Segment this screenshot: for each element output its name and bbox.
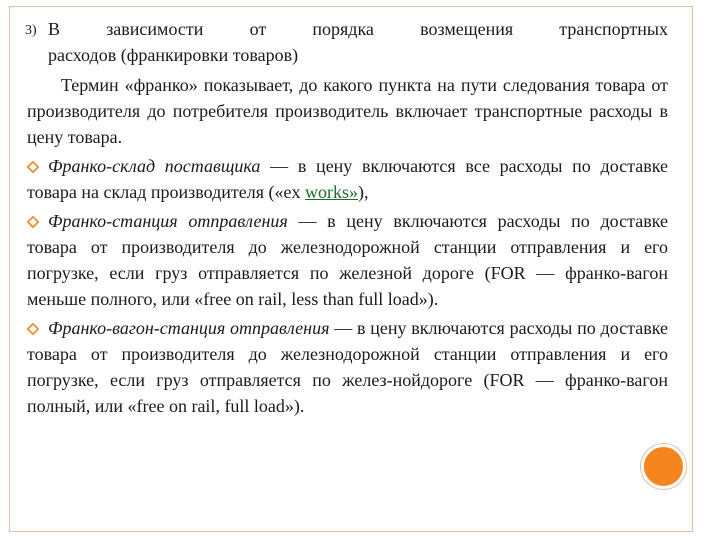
heading-line-2: расходов (франкировки товаров) [48,45,299,65]
bullet-item-wagon-station [27,315,668,419]
heading-line-1: В зависимости от порядка возмещения транспортных [48,19,668,39]
section-heading [27,16,668,68]
intro-paragraph: Термин «франко» показывает, до какого пункта на пути следования товара от производителя до потребителя производитель включает транспортные расходы в цену товара. [27,75,668,147]
heading-number: 3) [25,23,37,38]
hollow-diamond-icon [27,323,39,335]
bullet-text: — в цену включаются все расходы по доставке товара на склад производителя («ex [27,156,668,202]
slide-content [27,16,668,419]
bullet-text-end: ), [357,182,369,202]
bullet-term: Франко-вагон-станция отправления [48,318,330,338]
bullet-item-ex-works [27,153,668,205]
hollow-diamond-icon [27,216,39,228]
bullet-item-station [27,208,668,312]
bullet-term: Франко-станция отправления [48,211,288,231]
bullet-text: — в цену включаются расходы по доставке товара от производителя до железнодорожной станции отправления и его погрузке, если груз отправляется по железной дороге (FOR — франко-вагон меньше полного, или «free on rail, less than full load»). [27,211,668,309]
hollow-diamond-icon [27,161,39,173]
ex-works-link[interactable]: works» [304,182,358,202]
bullet-term: Франко-склад поставщика [48,156,261,176]
orange-circle-decoration [641,444,686,489]
bullet-text: — в цену включаются расходы по доставке товара от производителя до железнодорожной станции отправления и его погрузке, если груз отправляется по желез-нойдороге (FOR — франко-вагон полный, или «free on rail, full load»). [27,318,668,416]
